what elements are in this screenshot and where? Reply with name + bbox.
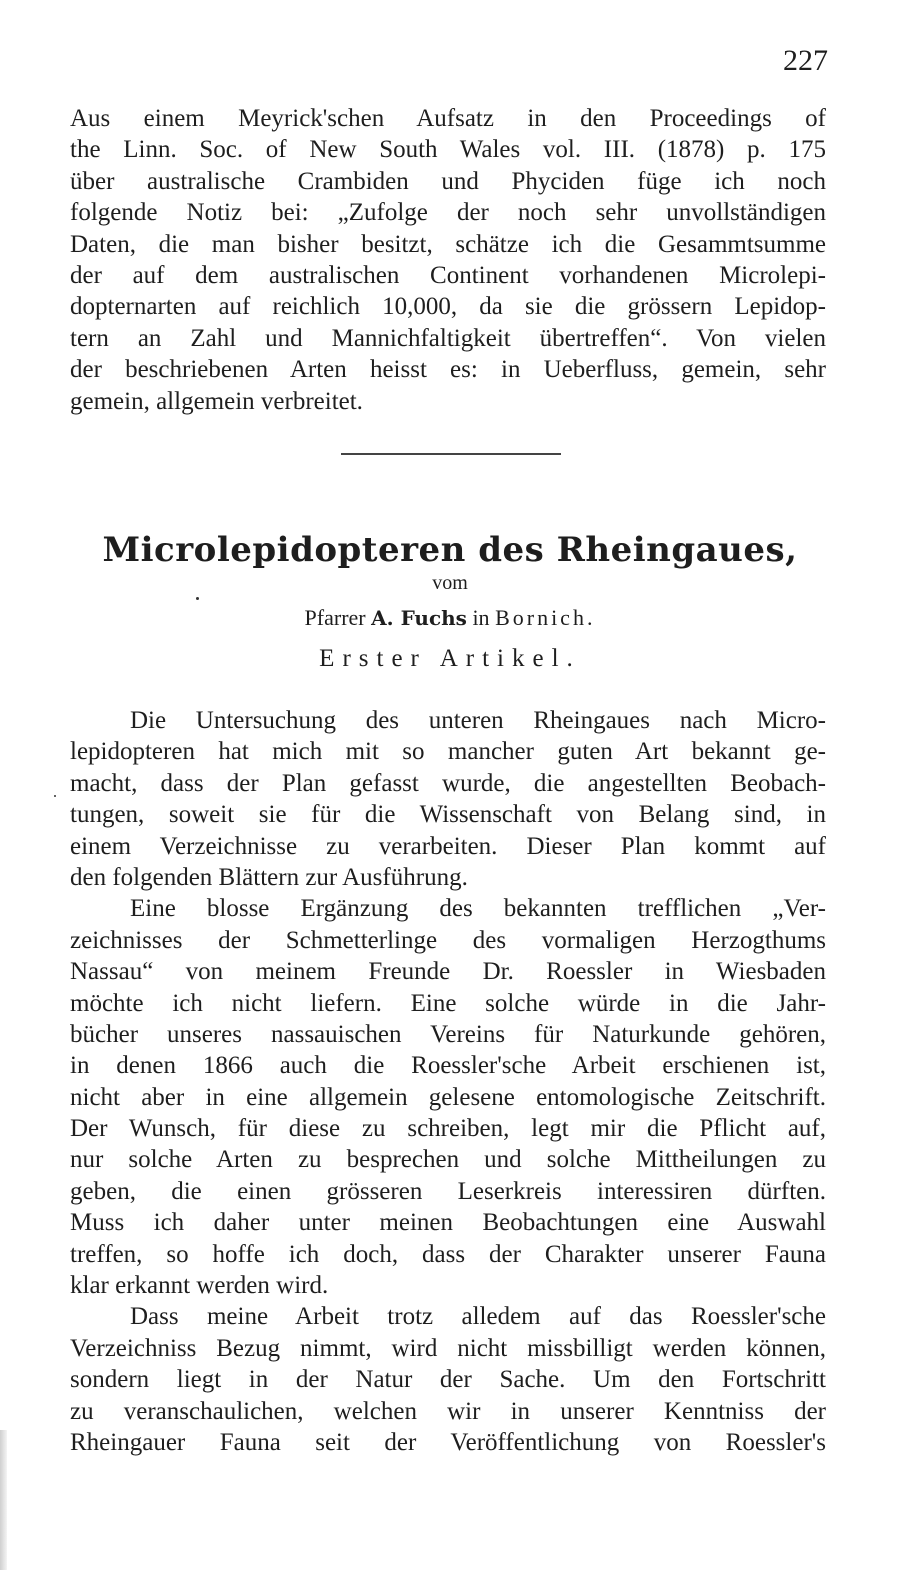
text-line: Dass meine Arbeit trotz alledem auf das Roessler'sche bbox=[130, 1303, 826, 1331]
text-line: dopternarten auf reichlich 10,000, da sie die grössern Lepidop- bbox=[70, 293, 826, 321]
text-line: zeichnisses der Schmetterlinge des vormaligen Herzogthums bbox=[70, 926, 826, 954]
byline-prefix: Pfarrer bbox=[304, 605, 366, 630]
text-line: der beschriebenen Arten heisst es: in Ueberfluss, gemein, sehr bbox=[70, 356, 826, 384]
text-line: Aus einem Meyrick'schen Aufsatz in den Proceedings of bbox=[70, 105, 826, 132]
article-heading: Erster Artikel. bbox=[319, 645, 581, 672]
article-byline bbox=[0, 605, 900, 631]
text-line: Verzeichniss Bezug nimmt, wird nicht missbilligt werden können, bbox=[70, 1334, 826, 1362]
text-line: Daten, die man bisher besitzt, schätze ich die Gesammtsumme bbox=[70, 230, 826, 258]
text-line: nur solche Arten zu besprechen und solche Mittheilungen zu bbox=[70, 1146, 826, 1174]
text-line: Muss ich daher unter meinen Beobachtungen eine Auswahl bbox=[70, 1209, 826, 1237]
text-line: geben, die einen grösseren Leserkreis interessiren dürften. bbox=[70, 1177, 826, 1205]
text-line: zu veranschaulichen, welchen wir in unserer Kenntniss der bbox=[70, 1397, 826, 1425]
print-speck bbox=[54, 795, 56, 797]
text-line: in denen 1866 auch die Roessler'sche Arbeit erschienen ist, bbox=[70, 1052, 826, 1080]
section-divider bbox=[341, 453, 561, 455]
text-line: tern an Zahl und Mannichfaltigkeit übertreffen“. Von vielen bbox=[70, 324, 826, 352]
text-line: Der Wunsch, für diese zu schreiben, legt mir die Pflicht auf, bbox=[70, 1115, 826, 1143]
intro-paragraph bbox=[70, 103, 826, 417]
text-line: über australische Crambiden und Phyciden füge ich noch bbox=[70, 167, 826, 195]
author-place: Bornich. bbox=[495, 605, 596, 630]
text-line: den folgenden Blättern zur Ausführung. bbox=[70, 863, 468, 891]
text-line: klar erkannt werden wird. bbox=[70, 1272, 329, 1300]
text-line: lepidopteren hat mich mit so mancher guten Art bekannt ge- bbox=[70, 738, 826, 766]
text-line: folgende Notiz bei: „Zufolge der noch sehr unvollständigen bbox=[70, 199, 826, 227]
article-vom: vom bbox=[432, 572, 468, 594]
text-line: Eine blosse Ergänzung des bekannten trefflichen „Ver- bbox=[130, 895, 826, 923]
text-line: nicht aber in eine allgemein gelesene entomologische Zeitschrift. bbox=[70, 1083, 826, 1111]
text-line: bücher unseres nassauischen Vereins für Naturkunde gehören, bbox=[70, 1020, 826, 1048]
page-edge-shadow bbox=[0, 1430, 7, 1570]
text-line: einem Verzeichnisse zu verarbeiten. Dieser Plan kommt auf bbox=[70, 832, 826, 860]
byline-in: in bbox=[472, 605, 490, 630]
body-text bbox=[70, 705, 826, 1458]
text-line: der auf dem australischen Continent vorhandenen Microlepi- bbox=[70, 261, 826, 289]
text-line: Rheingauer Fauna seit der Veröffentlichung von Roessler's bbox=[70, 1428, 826, 1456]
text-line: treffen, so hoffe ich doch, dass der Charakter unserer Fauna bbox=[70, 1240, 826, 1268]
text-line: macht, dass der Plan gefasst wurde, die angestellten Beobach- bbox=[70, 769, 826, 797]
text-line: möchte ich nicht liefern. Eine solche würde in die Jahr- bbox=[70, 989, 826, 1017]
text-line: gemein, allgemein verbreitet. bbox=[70, 387, 363, 415]
text-line: tungen, soweit sie für die Wissenschaft von Belang sind, in bbox=[70, 801, 826, 829]
text-line: the Linn. Soc. of New South Wales vol. III. (1878) p. 175 bbox=[70, 136, 826, 164]
text-line: Nassau“ von meinem Freunde Dr. Roessler in Wiesbaden bbox=[70, 958, 826, 986]
article-title: Microlepidopteren des Rheingaues, bbox=[102, 530, 798, 570]
text-line: Die Untersuchung des unteren Rheingaues nach Micro- bbox=[130, 707, 826, 734]
author-name: A. Fuchs bbox=[371, 606, 467, 630]
print-speck bbox=[196, 597, 199, 600]
page-number: 227 bbox=[783, 44, 828, 77]
text-line: sondern liegt in der Natur der Sache. Um den Fortschritt bbox=[70, 1366, 826, 1394]
